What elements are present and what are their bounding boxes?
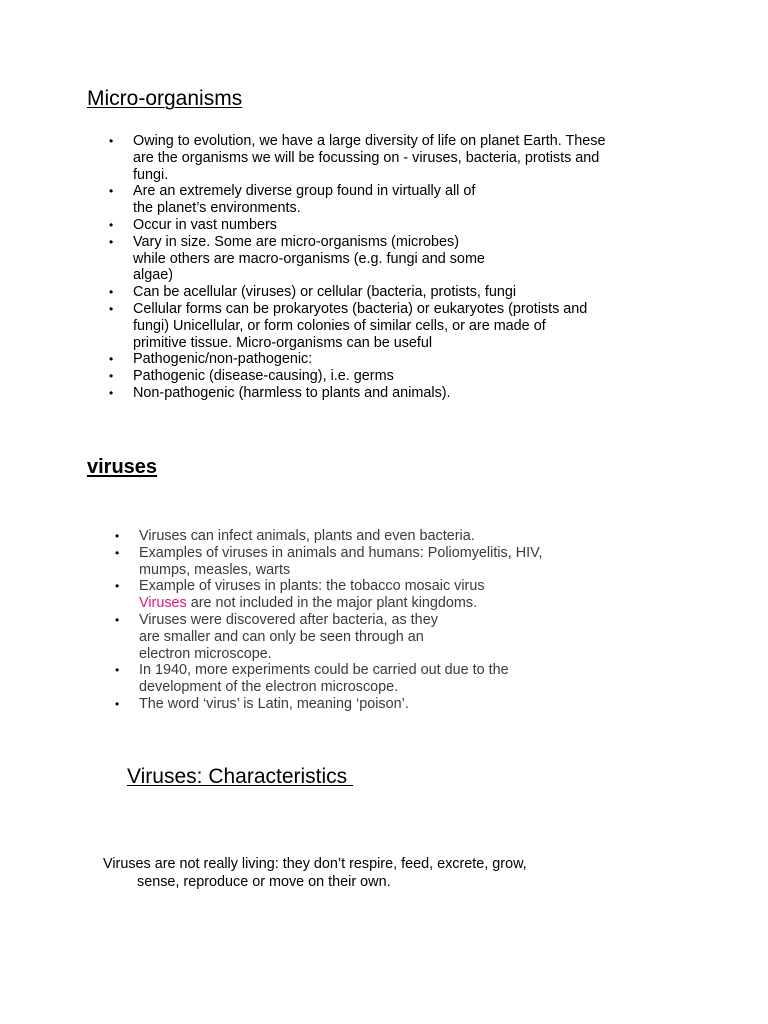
list-item-line: development of the electron microscope. xyxy=(139,679,399,696)
list-item-line: mumps, measles, warts xyxy=(139,561,291,578)
list-item-line: Examples of viruses in animals and humans: Poliomyelitis, HIV, xyxy=(139,544,543,561)
list-item-line: fungi) Unicellular, or form colonies of similar cells, or are made of xyxy=(133,317,546,334)
list-item-line: In 1940, more experiments could be carried out due to the xyxy=(139,662,509,679)
list-item-line: The word ‘virus’ is Latin, meaning ‘poison’. xyxy=(139,695,409,712)
list-item xyxy=(115,578,609,612)
viruses-list xyxy=(115,528,609,713)
micro-organisms-list xyxy=(109,133,653,402)
bullet-icon: • xyxy=(109,301,114,316)
list-item-line: Viruses can infect animals, plants and even bacteria. xyxy=(139,528,475,544)
list-item xyxy=(115,611,609,662)
list-item xyxy=(109,216,653,234)
list-item xyxy=(115,695,609,713)
bullet-icon: • xyxy=(109,369,114,384)
bullet-icon: • xyxy=(115,579,120,594)
list-item-line: Non-pathogenic (harmless to plants and animals). xyxy=(133,384,451,401)
list-item-line: while others are macro-organisms (e.g. fungi and some xyxy=(133,250,485,267)
list-item-line xyxy=(139,595,609,612)
bullet-icon: • xyxy=(109,134,114,148)
list-item-line: Pathogenic (disease-causing), i.e. germs xyxy=(133,368,394,385)
list-item xyxy=(109,351,653,368)
paragraph-line: sense, reproduce or move on their own. xyxy=(137,874,391,890)
section-title-viruses: viruses xyxy=(87,456,158,478)
highlighted-word: Viruses xyxy=(139,595,187,612)
list-item-line: primitive tissue. Micro-organisms can be useful xyxy=(133,334,433,351)
list-item xyxy=(115,662,609,696)
list-item xyxy=(109,133,653,183)
paragraph-line: Viruses are not really living: they don’t respire, feed, excrete, grow, xyxy=(103,856,527,872)
list-item xyxy=(115,528,609,545)
list-item xyxy=(109,368,653,385)
list-item xyxy=(109,284,653,301)
list-item-line: are the organisms we will be focussing on - viruses, bacteria, protists and xyxy=(133,149,600,166)
list-item-line: Cellular forms can be prokaryotes (bacteria) or eukaryotes (protists and xyxy=(133,300,588,317)
section-title-micro-organisms: Micro-organisms xyxy=(87,87,243,110)
list-item xyxy=(109,300,653,351)
list-item-line: electron microscope. xyxy=(139,645,272,662)
list-item-line: Pathogenic/non-pathogenic: xyxy=(133,351,313,368)
list-item xyxy=(109,183,653,217)
bullet-icon: • xyxy=(109,385,114,400)
bullet-icon: • xyxy=(109,217,114,232)
bullet-icon: • xyxy=(109,285,114,300)
bullet-icon: • xyxy=(115,545,120,560)
list-item-line: fungi. xyxy=(133,166,169,183)
list-item-line: Owing to evolution, we have a large diversity of life on planet Earth. These xyxy=(133,133,606,149)
list-item-line: Vary in size. Some are micro-organisms (microbes) xyxy=(133,233,460,250)
list-item xyxy=(109,233,653,284)
list-item-line: Viruses were discovered after bacteria, as they xyxy=(139,611,438,628)
list-item-line: the planet’s environments. xyxy=(133,200,301,217)
bullet-icon: • xyxy=(115,612,120,627)
list-item xyxy=(115,544,609,579)
list-item-text: are not included in the major plant kingdoms. xyxy=(186,595,478,612)
section-title-viruses-characteristics: Viruses: Characteristics xyxy=(127,765,354,788)
list-item-line: Can be acellular (viruses) or cellular (bacteria, protists, fungi xyxy=(133,284,517,301)
list-item-line: Example of viruses in plants: the tobacco mosaic virus xyxy=(139,578,485,595)
list-item-line: are smaller and can only be seen through an xyxy=(139,628,424,645)
bullet-icon: • xyxy=(109,234,114,249)
characteristics-paragraph xyxy=(103,855,583,891)
bullet-icon: • xyxy=(115,696,120,711)
bullet-icon: • xyxy=(115,529,120,543)
list-item-line: Occur in vast numbers xyxy=(133,216,277,233)
bullet-icon: • xyxy=(109,184,114,199)
bullet-icon: • xyxy=(109,352,114,367)
bullet-icon: • xyxy=(115,663,120,678)
list-item-line: algae) xyxy=(133,267,174,284)
list-item xyxy=(109,384,653,402)
list-item-line: Are an extremely diverse group found in virtually all of xyxy=(133,183,476,200)
